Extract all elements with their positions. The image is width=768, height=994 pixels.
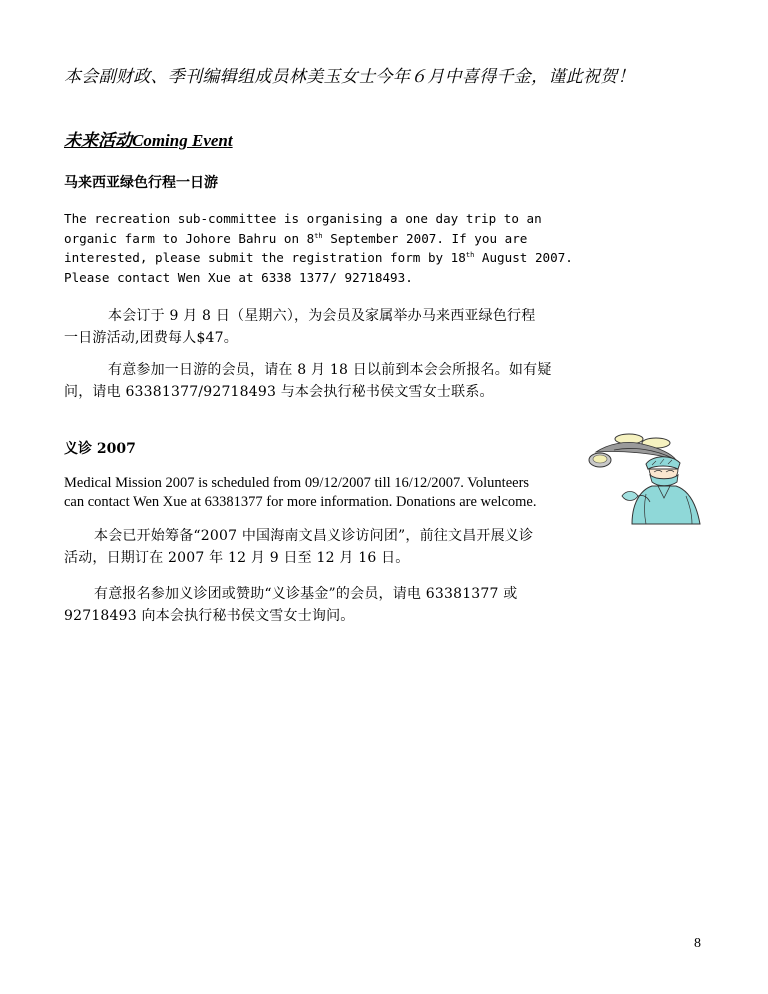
trip-en-line-text: August 2007. bbox=[474, 250, 573, 265]
cn-line-text: 92718493 向本会执行秘书侯文雪女士询问。 bbox=[64, 608, 355, 624]
cn-line-text: 本会已开始筹备“2007 中国海南文昌义诊访问团”，前往文昌开展义诊 bbox=[94, 528, 534, 544]
trip-en-line-text: The recreation sub-committee is organising a one day trip to an bbox=[64, 211, 542, 226]
trip-en-line bbox=[64, 209, 584, 229]
congratulations-note: 本会副财政、季刊编辑组成员林美玉女士今年６月中喜得千金，谨此祝贺！ bbox=[64, 67, 635, 87]
cn-line-text: 本会订于 9 月 8 日（星期六），为会员及家属举办马来西亚绿色行程 bbox=[108, 308, 536, 324]
section-title-cn: 未来活动 bbox=[64, 131, 132, 151]
cn-line bbox=[64, 547, 584, 569]
trip-en-line-text: Please contact Wen Xue at 6338 1377/ 92718493. bbox=[64, 269, 413, 285]
cn-line-text: 问，请电 63381377/92718493 与本会执行秘书侯文雪女士联系。 bbox=[64, 384, 494, 400]
cn-line bbox=[64, 305, 584, 327]
ordinal-suffix: th bbox=[314, 231, 323, 240]
mission-en-line: Medical Mission 2007 is scheduled from 09/12/2007 till 16/12/2007. Volunteers bbox=[64, 475, 530, 491]
mission-chinese-paragraph-2 bbox=[64, 583, 584, 627]
page-number: 8 bbox=[694, 936, 701, 951]
trip-chinese-paragraph-1 bbox=[64, 305, 584, 349]
trip-en-line bbox=[64, 248, 584, 268]
trip-en-line-text: interested, please submit the registration form by 18 bbox=[64, 250, 466, 265]
trip-en-line bbox=[64, 268, 584, 288]
cn-line bbox=[64, 583, 584, 605]
trip-chinese-paragraph-2 bbox=[64, 359, 584, 403]
surgeon-clipart-icon bbox=[586, 432, 706, 528]
trip-en-line bbox=[64, 229, 584, 249]
cn-line-text: 有意参加一日游的会员，请在 8 月 18 日以前到本会会所报名。如有疑 bbox=[108, 362, 552, 378]
mission-chinese-paragraph-1 bbox=[64, 525, 584, 569]
mission-en-line: can contact Wen Xue at 63381377 for more information. Donations are welcome. bbox=[64, 493, 537, 510]
mission-english-paragraph bbox=[64, 474, 584, 511]
cn-line-text: 活动，日期订在 2007 年 12 月 9 日至 12 月 16 日。 bbox=[64, 550, 410, 566]
section-title-en: Coming Event bbox=[132, 131, 233, 150]
cn-line bbox=[64, 605, 584, 627]
trip-en-line-text: organic farm to Johore Bahru on 8 bbox=[64, 230, 315, 246]
trip-heading: 马来西亚绿色行程一日游 bbox=[64, 175, 218, 191]
cn-line bbox=[64, 381, 584, 403]
trip-english-paragraph bbox=[64, 209, 584, 287]
cn-line-text: 一日游活动,团费每人$47。 bbox=[64, 330, 238, 346]
mission-heading: 义诊 2007 bbox=[64, 441, 136, 457]
cn-line bbox=[64, 327, 584, 349]
trip-en-line-text: September 2007. If you are bbox=[322, 230, 528, 246]
ordinal-suffix: th bbox=[465, 250, 475, 259]
cn-line bbox=[64, 525, 584, 547]
section-title bbox=[64, 126, 233, 151]
cn-line bbox=[64, 359, 584, 381]
cn-line-text: 有意报名参加义诊团或赞助“义诊基金”的会员，请电 63381377 或 bbox=[94, 586, 518, 602]
